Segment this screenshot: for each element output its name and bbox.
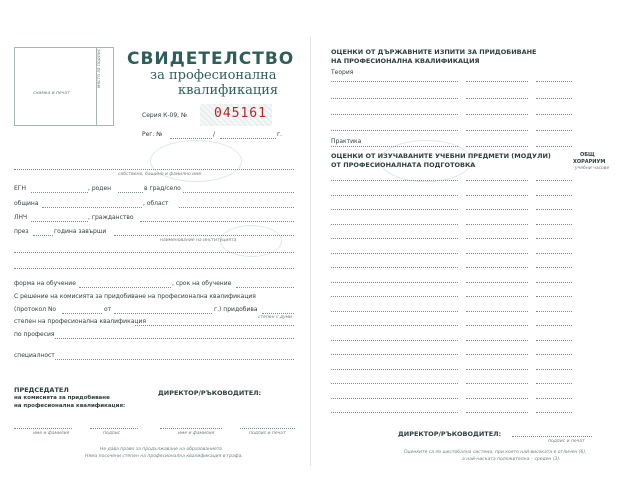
lnch-field[interactable] bbox=[31, 221, 88, 222]
right-footnote-2: а най-ниската положителна – среден (3). bbox=[462, 457, 561, 462]
theory-row-hours-field[interactable] bbox=[536, 114, 572, 115]
subjects-header-1: ОЦЕНКИ ОТ ИЗУЧАВАНИТЕ УЧЕБНИ ПРЕДМЕТИ (МОДУЛИ) bbox=[331, 152, 551, 160]
protocol-label: (протокол No bbox=[14, 306, 57, 313]
hours-header-2: ХОРАРИУМ bbox=[573, 159, 606, 165]
citizenship-field[interactable] bbox=[140, 221, 294, 222]
theory-row-hours-field[interactable] bbox=[536, 98, 572, 99]
subject-row-hours-field[interactable] bbox=[536, 412, 572, 413]
decision-label: С решение на комисията за придобиване на професионална квалификация bbox=[14, 293, 256, 300]
degree-caption: степен с думи bbox=[258, 315, 292, 320]
theory-row-subject-field[interactable] bbox=[331, 98, 458, 99]
prez-label: през bbox=[14, 228, 29, 235]
theory-row-hours-field[interactable] bbox=[536, 130, 572, 131]
year-label: година завърши bbox=[54, 228, 107, 235]
photo-label: снимка и печат bbox=[33, 91, 70, 96]
subject-row-subject-field[interactable] bbox=[331, 224, 458, 225]
specialty-label: специалност bbox=[14, 352, 55, 359]
practice-row-hours-field[interactable] bbox=[536, 146, 572, 147]
subject-row-hours-field[interactable] bbox=[536, 398, 572, 399]
subject-row-hours-field[interactable] bbox=[536, 296, 572, 297]
theory-row-grade-field[interactable] bbox=[466, 114, 528, 115]
institution-field-1[interactable] bbox=[114, 235, 294, 236]
egn-label: ЕГН bbox=[14, 185, 26, 192]
subject-row-grade-field[interactable] bbox=[466, 340, 528, 341]
subject-row-hours-field[interactable] bbox=[536, 195, 572, 196]
subject-row-subject-field[interactable] bbox=[331, 296, 458, 297]
certificate-subtitle-2: квалификация bbox=[178, 83, 279, 98]
citizenship-label: , гражданство bbox=[88, 214, 134, 221]
subject-row-grade-field[interactable] bbox=[466, 267, 528, 268]
egn-field[interactable] bbox=[31, 192, 88, 193]
year-field[interactable] bbox=[33, 235, 53, 236]
form-field[interactable] bbox=[79, 287, 171, 288]
profession-label: по професия bbox=[14, 331, 55, 338]
g-label: г.) придобива bbox=[214, 306, 258, 313]
degree-label: степен на професионална квалификация bbox=[14, 318, 146, 325]
obshtina-field[interactable] bbox=[42, 207, 142, 208]
right-director-caption: подпис и печат bbox=[548, 439, 585, 444]
photo-box bbox=[14, 47, 97, 126]
left-footnote-2: Няма посочени степен на професионална квалификация в графа. bbox=[85, 454, 243, 459]
subject-row-subject-field[interactable] bbox=[331, 195, 458, 196]
subject-row-subject-field[interactable] bbox=[331, 354, 458, 355]
subject-row-hours-field[interactable] bbox=[536, 238, 572, 239]
theory-row-subject-field[interactable] bbox=[331, 130, 458, 131]
chair-line-2: на професионална квалификация: bbox=[14, 403, 126, 409]
name-field[interactable] bbox=[14, 169, 294, 170]
reg-date-field[interactable] bbox=[220, 138, 276, 139]
subjects-header-2: ОТ ПРОФЕСИОНАЛНАТА ПОДГОТОВКА bbox=[331, 161, 476, 169]
reg-field[interactable] bbox=[170, 138, 212, 139]
theory-row-subject-field[interactable] bbox=[331, 114, 458, 115]
certificate-subtitle-1: за професионална bbox=[150, 68, 277, 83]
subject-row-grade-field[interactable] bbox=[466, 296, 528, 297]
practice-label: Практика bbox=[331, 138, 362, 145]
subject-row-grade-field[interactable] bbox=[466, 195, 528, 196]
state-exams-header-2: НА ПРОФЕСИОНАЛНА КВАЛИФИКАЦИЯ bbox=[331, 57, 480, 65]
institution-field-2[interactable] bbox=[14, 252, 294, 253]
subject-row-hours-field[interactable] bbox=[536, 267, 572, 268]
term-field[interactable] bbox=[236, 287, 294, 288]
subject-row-hours-field[interactable] bbox=[536, 180, 572, 181]
theory-row-subject-field[interactable] bbox=[331, 81, 458, 82]
left-footnote-1: Не дава право за продължаване на образованието. bbox=[100, 447, 224, 452]
obshtina-label: община bbox=[14, 200, 39, 207]
left-director-title: ДИРЕКТОР/РЪКОВОДИТЕЛ: bbox=[158, 389, 262, 397]
state-exams-header-1: ОЦЕНКИ ОТ ДЪРЖАВНИТЕ ИЗПИТИ ЗА ПРИДОБИВАНЕ bbox=[331, 48, 537, 56]
series-label: Серия К-09, № bbox=[142, 112, 188, 119]
term-label: , срок на обучение bbox=[172, 280, 232, 287]
subject-row-subject-field[interactable] bbox=[331, 209, 458, 210]
protocol-date-field[interactable] bbox=[114, 313, 212, 314]
right-director-title: ДИРЕКТОР/РЪКОВОДИТЕЛ: bbox=[398, 430, 502, 438]
right-footnote-1: Оценките са по шестобална система, при която най-високата е отличен (6), bbox=[404, 450, 587, 455]
subject-row-subject-field[interactable] bbox=[331, 311, 458, 312]
subject-row-hours-field[interactable] bbox=[536, 209, 572, 210]
director-sign-field[interactable] bbox=[240, 428, 295, 429]
profession-field[interactable] bbox=[55, 338, 294, 339]
practice-row-subject-field[interactable] bbox=[331, 146, 458, 147]
lnch-label: ЛНЧ bbox=[14, 214, 28, 221]
subject-row-subject-field[interactable] bbox=[331, 412, 458, 413]
born-label: , роден bbox=[88, 185, 112, 192]
theory-row-grade-field[interactable] bbox=[466, 98, 528, 99]
city-field[interactable] bbox=[183, 192, 294, 193]
city-label: в град/село bbox=[144, 185, 181, 192]
subject-row-grade-field[interactable] bbox=[466, 282, 528, 283]
ot-label: от bbox=[104, 306, 112, 313]
name-caption: собствено, бащино и фамилно име bbox=[118, 172, 202, 177]
theory-row-grade-field[interactable] bbox=[466, 81, 528, 82]
chair-sign-field[interactable] bbox=[90, 428, 138, 429]
subject-row-grade-field[interactable] bbox=[466, 253, 528, 254]
subject-row-grade-field[interactable] bbox=[466, 354, 528, 355]
chair-title: ПРЕДСЕДАТЕЛ bbox=[14, 386, 69, 394]
chair-sign-caption: подпис bbox=[103, 431, 121, 436]
chair-line-1: на комисията за придобиване bbox=[14, 395, 110, 401]
subject-row-subject-field[interactable] bbox=[331, 253, 458, 254]
subject-row-grade-field[interactable] bbox=[466, 180, 528, 181]
subject-row-hours-field[interactable] bbox=[536, 369, 572, 370]
protocol-field[interactable] bbox=[62, 313, 102, 314]
subject-row-hours-field[interactable] bbox=[536, 340, 572, 341]
subject-row-hours-field[interactable] bbox=[536, 224, 572, 225]
oblast-label: , област bbox=[143, 200, 169, 207]
degree-number-field[interactable] bbox=[262, 313, 294, 314]
subject-row-hours-field[interactable] bbox=[536, 354, 572, 355]
subject-row-grade-field[interactable] bbox=[466, 311, 528, 312]
hours-header-3: учебни часове bbox=[575, 166, 610, 171]
specialty-field[interactable] bbox=[55, 359, 294, 360]
chair-name-caption: име и фамилия bbox=[33, 431, 70, 436]
theory-row-hours-field[interactable] bbox=[536, 81, 572, 82]
subject-row-subject-field[interactable] bbox=[331, 325, 458, 326]
subject-row-hours-field[interactable] bbox=[536, 383, 572, 384]
practice-row-grade-field[interactable] bbox=[466, 146, 528, 147]
theory-label: Теория bbox=[331, 69, 354, 76]
subject-row-subject-field[interactable] bbox=[331, 282, 458, 283]
subject-row-subject-field[interactable] bbox=[331, 267, 458, 268]
fold-line bbox=[310, 36, 311, 466]
director-name-caption: име и фамилия bbox=[178, 431, 215, 436]
director-name-field[interactable] bbox=[160, 428, 222, 429]
subject-row-subject-field[interactable] bbox=[331, 383, 458, 384]
birthdate-field[interactable] bbox=[118, 192, 143, 193]
subject-row-hours-field[interactable] bbox=[536, 253, 572, 254]
chair-name-field[interactable] bbox=[14, 428, 72, 429]
reg-label: Рег. № bbox=[142, 131, 163, 138]
subject-row-grade-field[interactable] bbox=[466, 325, 528, 326]
certificate-number: 045161 bbox=[214, 106, 267, 121]
oblast-field[interactable] bbox=[179, 207, 294, 208]
subject-row-grade-field[interactable] bbox=[466, 238, 528, 239]
theory-row-grade-field[interactable] bbox=[466, 130, 528, 131]
subject-row-subject-field[interactable] bbox=[331, 180, 458, 181]
subject-row-hours-field[interactable] bbox=[536, 311, 572, 312]
subject-row-subject-field[interactable] bbox=[331, 238, 458, 239]
institution-field-3[interactable] bbox=[14, 268, 294, 269]
director-sign-caption: подпис и печат bbox=[249, 431, 286, 436]
subject-row-grade-field[interactable] bbox=[466, 224, 528, 225]
subject-row-grade-field[interactable] bbox=[466, 209, 528, 210]
subject-row-subject-field[interactable] bbox=[331, 340, 458, 341]
subject-row-grade-field[interactable] bbox=[466, 369, 528, 370]
degree-field[interactable] bbox=[135, 325, 294, 326]
certificate-title: СВИДЕТЕЛСТВО bbox=[127, 49, 295, 69]
subject-row-grade-field[interactable] bbox=[466, 383, 528, 384]
subject-row-hours-field[interactable] bbox=[536, 282, 572, 283]
subject-row-subject-field[interactable] bbox=[331, 398, 458, 399]
photo-side-label: място за подпис bbox=[97, 48, 102, 88]
institution-caption: наименование на институцията bbox=[160, 238, 237, 243]
signature-strip bbox=[95, 47, 114, 126]
subject-row-grade-field[interactable] bbox=[466, 398, 528, 399]
certificate-spread: снимка и печат място за подпис СВИДЕТЕЛСТВО за професионална квалификация Серия К-09, № 045161 Рег. № / г. собствено, бащино и фамилно име ЕГН , роден в град/село община , област ЛНЧ , гражданство през година завърши наименование на институцията форма на обучение , срок на обучение С решение на комисията за придобиване на професионална квалификация (протокол No от г.) придобива степен с думи степен на професионална квалификация по професия специалност ПРЕДСЕДАТЕЛ на комисията за придобиване на професионална квалификация: ДИРЕКТОР/РЪКОВОДИТЕЛ: име и фамилия подпис име и фамилия подпис и печат Не дава право за продължаване на образованието. Няма посочени степен на професионална квалификация в графа. ОЦЕНКИ ОТ ДЪРЖАВНИТЕ ИЗПИТИ ЗА ПРИДОБИВАНЕ НА ПРОФЕСИОНАЛНА КВАЛИФИКАЦИЯ Теория Практика ОЦЕНКИ ОТ ИЗУЧАВАНИТЕ УЧЕБНИ ПРЕДМЕТИ (МОДУЛИ) ОТ ПРОФЕСИОНАЛНАТА ПОДГОТОВКА ОБЩ ХОРАРИУМ учебни часове ДИРЕКТОР/РЪКОВОДИТЕЛ: подпис и печат Оценките са по шестобална система, при която най-високата е отличен (6), а най-ниската положителна – среден (3). bbox=[0, 0, 627, 480]
right-director-sign-field[interactable] bbox=[512, 436, 592, 437]
subject-row-grade-field[interactable] bbox=[466, 412, 528, 413]
subject-row-hours-field[interactable] bbox=[536, 325, 572, 326]
subject-row-subject-field[interactable] bbox=[331, 369, 458, 370]
hours-header-1: ОБЩ bbox=[580, 152, 595, 158]
form-label: форма на обучение bbox=[14, 280, 76, 287]
